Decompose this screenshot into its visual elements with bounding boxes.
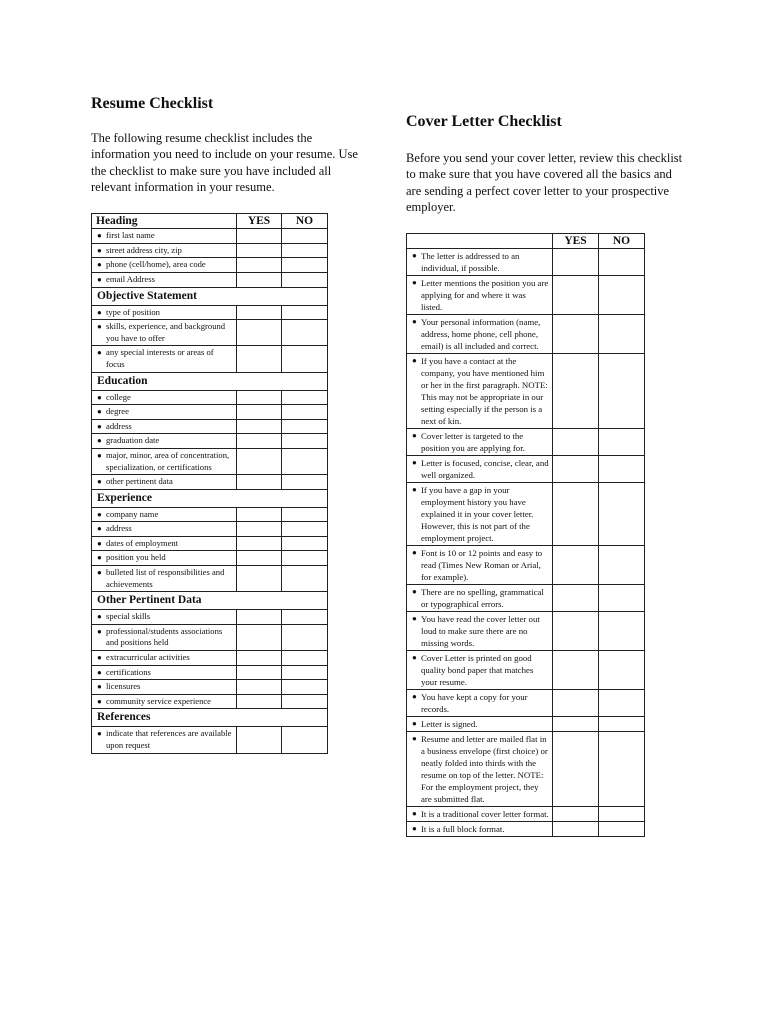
yes-checkbox-cell[interactable] bbox=[237, 610, 282, 625]
checklist-row bbox=[407, 732, 645, 807]
yes-checkbox-cell[interactable] bbox=[237, 243, 282, 258]
bullet-icon: ● bbox=[412, 734, 417, 744]
checklist-item bbox=[92, 475, 237, 490]
bullet-icon: ● bbox=[97, 626, 102, 636]
yes-checkbox-cell[interactable] bbox=[237, 434, 282, 449]
bullet-icon: ● bbox=[412, 278, 417, 288]
yes-checkbox-cell[interactable] bbox=[237, 522, 282, 537]
checklist-item bbox=[407, 354, 553, 429]
checklist-item-text: extracurricular activities bbox=[106, 652, 190, 663]
checklist-item-text: degree bbox=[106, 406, 129, 417]
checklist-item-text: email Address bbox=[106, 273, 155, 284]
checklist-item-text: If you have a gap in your employment history you have explained it in your cover letter. However, this is not part of the employment project. bbox=[421, 485, 534, 544]
checklist-item bbox=[407, 429, 553, 456]
no-checkbox-cell[interactable] bbox=[282, 419, 328, 434]
bullet-icon: ● bbox=[97, 450, 102, 460]
checklist-item-text: phone (cell/home), area code bbox=[106, 259, 206, 270]
bullet-icon: ● bbox=[97, 392, 102, 402]
checklist-item-text: major, minor, area of concentration, specialization, or certifications bbox=[106, 449, 230, 472]
checklist-item-text: You have kept a copy for your records. bbox=[421, 692, 528, 715]
bullet-icon: ● bbox=[412, 809, 417, 819]
no-checkbox-cell[interactable] bbox=[282, 651, 328, 666]
bullet-icon: ● bbox=[412, 251, 417, 261]
checklist-row bbox=[92, 610, 328, 625]
bullet-icon: ● bbox=[97, 682, 102, 692]
section-row bbox=[92, 489, 328, 507]
bullet-icon: ● bbox=[97, 245, 102, 255]
checklist-item bbox=[92, 320, 237, 346]
checklist-item-text: Resume and letter are mailed flat in a business envelope (first choice) or neatly folded into thirds with the resume on top of the letter. NOTE: For the employment project, they are submitted flat. bbox=[421, 734, 548, 805]
yes-checkbox-cell[interactable] bbox=[237, 475, 282, 490]
checklist-row bbox=[407, 546, 645, 585]
checklist-item bbox=[407, 822, 553, 837]
bullet-icon: ● bbox=[412, 653, 417, 663]
yes-checkbox-cell[interactable] bbox=[553, 717, 599, 732]
bullet-icon: ● bbox=[412, 458, 417, 468]
checklist-row bbox=[407, 354, 645, 429]
bullet-icon: ● bbox=[412, 431, 417, 441]
checklist-item-text: position you held bbox=[106, 552, 166, 563]
checklist-item bbox=[92, 305, 237, 320]
no-checkbox-cell[interactable] bbox=[282, 448, 328, 474]
checklist-item bbox=[407, 456, 553, 483]
checklist-item bbox=[92, 448, 237, 474]
checklist-row bbox=[407, 807, 645, 822]
section-title: Experience bbox=[92, 489, 328, 507]
yes-checkbox-cell[interactable] bbox=[553, 276, 599, 315]
checklist-item-text: It is a full block format. bbox=[421, 824, 505, 835]
yes-checkbox-cell[interactable] bbox=[553, 483, 599, 546]
checklist-row bbox=[92, 419, 328, 434]
checklist-item bbox=[92, 551, 237, 566]
no-checkbox-cell[interactable] bbox=[282, 405, 328, 420]
checklist-row bbox=[92, 566, 328, 592]
yes-checkbox-cell[interactable] bbox=[237, 694, 282, 709]
no-checkbox-cell[interactable] bbox=[282, 665, 328, 680]
checklist-item-text: Font is 10 or 12 points and easy to read (Times New Roman or Arial, for example). bbox=[421, 548, 543, 583]
checklist-item-text: other pertinent data bbox=[106, 476, 173, 487]
checklist-item bbox=[407, 612, 553, 651]
no-checkbox-cell[interactable] bbox=[282, 390, 328, 405]
yes-checkbox-cell[interactable] bbox=[237, 507, 282, 522]
yes-checkbox-cell[interactable] bbox=[237, 727, 282, 753]
checklist-item-text: If you have a contact at the company, you have mentioned him or her in the first paragraph. NOTE: This may not be appropriate in our setting especially if the person is a next of kin. bbox=[421, 356, 548, 427]
yes-column-header: YES bbox=[553, 234, 599, 249]
checklist-row bbox=[92, 475, 328, 490]
no-checkbox-cell[interactable] bbox=[599, 315, 645, 354]
no-checkbox-cell[interactable] bbox=[282, 258, 328, 273]
yes-checkbox-cell[interactable] bbox=[553, 456, 599, 483]
no-checkbox-cell[interactable] bbox=[282, 229, 328, 244]
resume-checklist-table bbox=[91, 213, 328, 753]
resume-table-header-row bbox=[92, 214, 328, 229]
bullet-icon: ● bbox=[97, 436, 102, 446]
checklist-item-text: Letter is focused, concise, clear, and well organized. bbox=[421, 458, 549, 481]
checklist-item bbox=[92, 405, 237, 420]
no-checkbox-cell[interactable] bbox=[599, 807, 645, 822]
bullet-icon: ● bbox=[97, 260, 102, 270]
yes-checkbox-cell[interactable] bbox=[237, 551, 282, 566]
section-title: Education bbox=[92, 372, 328, 390]
yes-checkbox-cell[interactable] bbox=[553, 690, 599, 717]
no-checkbox-cell[interactable] bbox=[599, 276, 645, 315]
checklist-item-text: professional/students associations and positions held bbox=[106, 625, 223, 648]
yes-checkbox-cell[interactable] bbox=[237, 346, 282, 372]
heading-section-title: Heading bbox=[92, 214, 237, 229]
checklist-item-text: Your personal information (name, address, home phone, cell phone, email) is all included and correct. bbox=[421, 317, 541, 352]
checklist-item bbox=[92, 522, 237, 537]
checklist-item bbox=[407, 546, 553, 585]
checklist-row bbox=[92, 448, 328, 474]
no-checkbox-cell[interactable] bbox=[282, 727, 328, 753]
yes-checkbox-cell[interactable] bbox=[237, 624, 282, 650]
section-title: Other Pertinent Data bbox=[92, 592, 328, 610]
checklist-row bbox=[92, 694, 328, 709]
yes-checkbox-cell[interactable] bbox=[553, 249, 599, 276]
bullet-icon: ● bbox=[97, 612, 102, 622]
resume-checklist-title: Resume Checklist bbox=[91, 95, 214, 112]
checklist-item bbox=[92, 727, 237, 753]
bullet-icon: ● bbox=[412, 692, 417, 702]
checklist-row bbox=[92, 680, 328, 695]
resume-checklist-intro: The following resume checklist includes the information you need to include on your resume. Use the checklist to make sure you have included all relevant information in your resume. bbox=[91, 131, 358, 194]
bullet-icon: ● bbox=[97, 322, 102, 332]
checklist-item-text: The letter is addressed to an individual, if possible. bbox=[421, 251, 520, 274]
checklist-item-text: company name bbox=[106, 508, 159, 519]
yes-checkbox-cell[interactable] bbox=[553, 429, 599, 456]
cover-letter-checklist-title: Cover Letter Checklist bbox=[406, 113, 562, 130]
yes-checkbox-cell[interactable] bbox=[553, 732, 599, 807]
checklist-row bbox=[92, 405, 328, 420]
no-checkbox-cell[interactable] bbox=[282, 610, 328, 625]
checklist-item bbox=[92, 680, 237, 695]
no-checkbox-cell[interactable] bbox=[282, 694, 328, 709]
yes-checkbox-cell[interactable] bbox=[237, 651, 282, 666]
section-title: Objective Statement bbox=[92, 287, 328, 305]
yes-checkbox-cell[interactable] bbox=[237, 566, 282, 592]
checklist-row bbox=[92, 346, 328, 372]
checklist-item-text: There are no spelling, grammatical or typographical errors. bbox=[421, 587, 544, 610]
bullet-icon: ● bbox=[97, 407, 102, 417]
checklist-row bbox=[407, 276, 645, 315]
checklist-item-text: street address city, zip bbox=[106, 244, 182, 255]
checklist-row bbox=[92, 522, 328, 537]
checklist-item bbox=[407, 717, 553, 732]
yes-checkbox-cell[interactable] bbox=[237, 320, 282, 346]
bullet-icon: ● bbox=[97, 667, 102, 677]
yes-checkbox-cell[interactable] bbox=[237, 272, 282, 287]
checklist-item bbox=[92, 566, 237, 592]
no-column-header: NO bbox=[599, 234, 645, 249]
checklist-row bbox=[407, 717, 645, 732]
checklist-row bbox=[92, 243, 328, 258]
checklist-item bbox=[407, 276, 553, 315]
checklist-row bbox=[407, 651, 645, 690]
no-checkbox-cell[interactable] bbox=[599, 651, 645, 690]
no-checkbox-cell[interactable] bbox=[599, 483, 645, 546]
checklist-item-text: certifications bbox=[106, 666, 151, 677]
bullet-icon: ● bbox=[97, 568, 102, 578]
checklist-row bbox=[92, 507, 328, 522]
checklist-row bbox=[92, 536, 328, 551]
checklist-item bbox=[407, 315, 553, 354]
cover-item-column-header bbox=[407, 234, 553, 249]
no-checkbox-cell[interactable] bbox=[282, 566, 328, 592]
bullet-icon: ● bbox=[97, 653, 102, 663]
checklist-item bbox=[407, 483, 553, 546]
yes-checkbox-cell[interactable] bbox=[237, 390, 282, 405]
checklist-item-text: special skills bbox=[106, 611, 151, 622]
checklist-item bbox=[92, 258, 237, 273]
checklist-item bbox=[92, 243, 237, 258]
yes-checkbox-cell[interactable] bbox=[553, 354, 599, 429]
checklist-row bbox=[407, 585, 645, 612]
no-checkbox-cell[interactable] bbox=[599, 732, 645, 807]
section-row bbox=[92, 592, 328, 610]
cover-letter-checklist-intro: Before you send your cover letter, review this checklist to make sure that you have covered all the basics and are sending a perfect cover letter to your prospective employer. bbox=[406, 151, 683, 214]
cover-table-header-row bbox=[407, 234, 645, 249]
no-checkbox-cell[interactable] bbox=[282, 305, 328, 320]
checklist-row bbox=[92, 390, 328, 405]
checklist-item-text: Cover letter is targeted to the position you are applying for. bbox=[421, 431, 525, 454]
bullet-icon: ● bbox=[412, 548, 417, 558]
checklist-item-text: bulleted list of responsibilities and achievements bbox=[106, 567, 225, 589]
checklist-row bbox=[92, 229, 328, 244]
yes-checkbox-cell[interactable] bbox=[553, 315, 599, 354]
checklist-item-text: college bbox=[106, 391, 131, 402]
checklist-item-text: address bbox=[106, 523, 132, 534]
yes-checkbox-cell[interactable] bbox=[237, 405, 282, 420]
checklist-row bbox=[92, 258, 328, 273]
checklist-item-text: Letter is signed. bbox=[421, 719, 478, 730]
bullet-icon: ● bbox=[412, 824, 417, 834]
bullet-icon: ● bbox=[97, 524, 102, 534]
checklist-item-text: Cover Letter is printed on good quality bond paper that matches your resume. bbox=[421, 653, 534, 688]
bullet-icon: ● bbox=[97, 538, 102, 548]
cover-letter-checklist-column bbox=[406, 112, 686, 837]
no-checkbox-cell[interactable] bbox=[599, 717, 645, 732]
checklist-item bbox=[92, 610, 237, 625]
checklist-row bbox=[92, 434, 328, 449]
no-checkbox-cell[interactable] bbox=[282, 551, 328, 566]
checklist-row bbox=[92, 651, 328, 666]
yes-checkbox-cell[interactable] bbox=[553, 807, 599, 822]
no-checkbox-cell[interactable] bbox=[282, 272, 328, 287]
no-checkbox-cell[interactable] bbox=[282, 475, 328, 490]
no-checkbox-cell[interactable] bbox=[282, 346, 328, 372]
bullet-icon: ● bbox=[97, 729, 102, 739]
no-checkbox-cell[interactable] bbox=[599, 249, 645, 276]
yes-checkbox-cell[interactable] bbox=[237, 305, 282, 320]
no-column-header: NO bbox=[282, 214, 328, 229]
checklist-item bbox=[92, 419, 237, 434]
no-checkbox-cell[interactable] bbox=[599, 690, 645, 717]
no-checkbox-cell[interactable] bbox=[599, 546, 645, 585]
section-row bbox=[92, 709, 328, 727]
bullet-icon: ● bbox=[97, 553, 102, 563]
no-checkbox-cell[interactable] bbox=[282, 680, 328, 695]
bullet-icon: ● bbox=[97, 421, 102, 431]
checklist-item bbox=[92, 434, 237, 449]
checklist-item bbox=[407, 585, 553, 612]
checklist-item bbox=[92, 390, 237, 405]
no-checkbox-cell[interactable] bbox=[282, 624, 328, 650]
checklist-item-text: licensures bbox=[106, 681, 141, 692]
checklist-row bbox=[92, 272, 328, 287]
bullet-icon: ● bbox=[97, 509, 102, 519]
bullet-icon: ● bbox=[97, 307, 102, 317]
checklist-row bbox=[407, 249, 645, 276]
checklist-row bbox=[407, 690, 645, 717]
checklist-row bbox=[92, 305, 328, 320]
checklist-item bbox=[92, 624, 237, 650]
bullet-icon: ● bbox=[97, 696, 102, 706]
bullet-icon: ● bbox=[412, 356, 417, 366]
checklist-row bbox=[92, 665, 328, 680]
checklist-row bbox=[407, 456, 645, 483]
checklist-item bbox=[407, 732, 553, 807]
checklist-item-text: skills, experience, and background you have to offer bbox=[106, 321, 226, 343]
checklist-row bbox=[407, 315, 645, 354]
yes-checkbox-cell[interactable] bbox=[553, 612, 599, 651]
yes-checkbox-cell[interactable] bbox=[237, 680, 282, 695]
checklist-row bbox=[92, 624, 328, 650]
bullet-icon: ● bbox=[412, 317, 417, 327]
checklist-item-text: address bbox=[106, 420, 132, 431]
checklist-row bbox=[92, 727, 328, 753]
checklist-item-text: indicate that references are available upon request bbox=[106, 728, 232, 750]
no-checkbox-cell[interactable] bbox=[282, 320, 328, 346]
checklist-row bbox=[407, 822, 645, 837]
bullet-icon: ● bbox=[97, 477, 102, 487]
checklist-item bbox=[92, 229, 237, 244]
yes-checkbox-cell[interactable] bbox=[237, 536, 282, 551]
checklist-item-text: It is a traditional cover letter format. bbox=[421, 809, 549, 820]
checklist-row bbox=[92, 551, 328, 566]
checklist-item-text: Letter mentions the position you are applying for and where it was listed. bbox=[421, 278, 549, 313]
checklist-row bbox=[407, 429, 645, 456]
checklist-item-text: type of position bbox=[106, 306, 160, 317]
yes-checkbox-cell[interactable] bbox=[553, 651, 599, 690]
yes-checkbox-cell[interactable] bbox=[553, 822, 599, 837]
checklist-item bbox=[92, 665, 237, 680]
checklist-item bbox=[92, 272, 237, 287]
yes-checkbox-cell[interactable] bbox=[553, 585, 599, 612]
bullet-icon: ● bbox=[412, 485, 417, 495]
section-row bbox=[92, 372, 328, 390]
yes-checkbox-cell[interactable] bbox=[237, 258, 282, 273]
cover-letter-checklist-table bbox=[406, 233, 645, 837]
checklist-item bbox=[92, 536, 237, 551]
no-checkbox-cell[interactable] bbox=[282, 243, 328, 258]
bullet-icon: ● bbox=[412, 614, 417, 624]
yes-checkbox-cell[interactable] bbox=[237, 419, 282, 434]
section-title: References bbox=[92, 709, 328, 727]
checklist-item-text: any special interests or areas of focus bbox=[106, 347, 214, 369]
no-checkbox-cell[interactable] bbox=[282, 434, 328, 449]
no-checkbox-cell[interactable] bbox=[599, 429, 645, 456]
checklist-item bbox=[407, 807, 553, 822]
no-checkbox-cell[interactable] bbox=[599, 612, 645, 651]
checklist-item-text: dates of employment bbox=[106, 537, 179, 548]
checklist-item bbox=[92, 507, 237, 522]
checklist-item bbox=[407, 249, 553, 276]
yes-column-header: YES bbox=[237, 214, 282, 229]
checklist-item-text: community service experience bbox=[106, 695, 211, 706]
bullet-icon: ● bbox=[97, 231, 102, 241]
yes-checkbox-cell[interactable] bbox=[237, 665, 282, 680]
yes-checkbox-cell[interactable] bbox=[553, 546, 599, 585]
no-checkbox-cell[interactable] bbox=[282, 536, 328, 551]
checklist-row bbox=[407, 483, 645, 546]
resume-checklist-column bbox=[91, 94, 363, 754]
section-row bbox=[92, 287, 328, 305]
checklist-item-text: graduation date bbox=[106, 435, 160, 446]
no-checkbox-cell[interactable] bbox=[599, 456, 645, 483]
checklist-row bbox=[92, 320, 328, 346]
yes-checkbox-cell[interactable] bbox=[237, 448, 282, 474]
bullet-icon: ● bbox=[97, 274, 102, 284]
checklist-row bbox=[407, 612, 645, 651]
no-checkbox-cell[interactable] bbox=[282, 522, 328, 537]
no-checkbox-cell[interactable] bbox=[599, 585, 645, 612]
checklist-item bbox=[92, 346, 237, 372]
checklist-item bbox=[407, 651, 553, 690]
bullet-icon: ● bbox=[97, 348, 102, 358]
no-checkbox-cell[interactable] bbox=[599, 354, 645, 429]
checklist-item-text: You have read the cover letter out loud to make sure there are no missing words. bbox=[421, 614, 540, 649]
no-checkbox-cell[interactable] bbox=[599, 822, 645, 837]
bullet-icon: ● bbox=[412, 719, 417, 729]
no-checkbox-cell[interactable] bbox=[282, 507, 328, 522]
checklist-item bbox=[407, 690, 553, 717]
checklist-item bbox=[92, 694, 237, 709]
bullet-icon: ● bbox=[412, 587, 417, 597]
checklist-item bbox=[92, 651, 237, 666]
yes-checkbox-cell[interactable] bbox=[237, 229, 282, 244]
checklist-item-text: first last name bbox=[106, 230, 155, 241]
